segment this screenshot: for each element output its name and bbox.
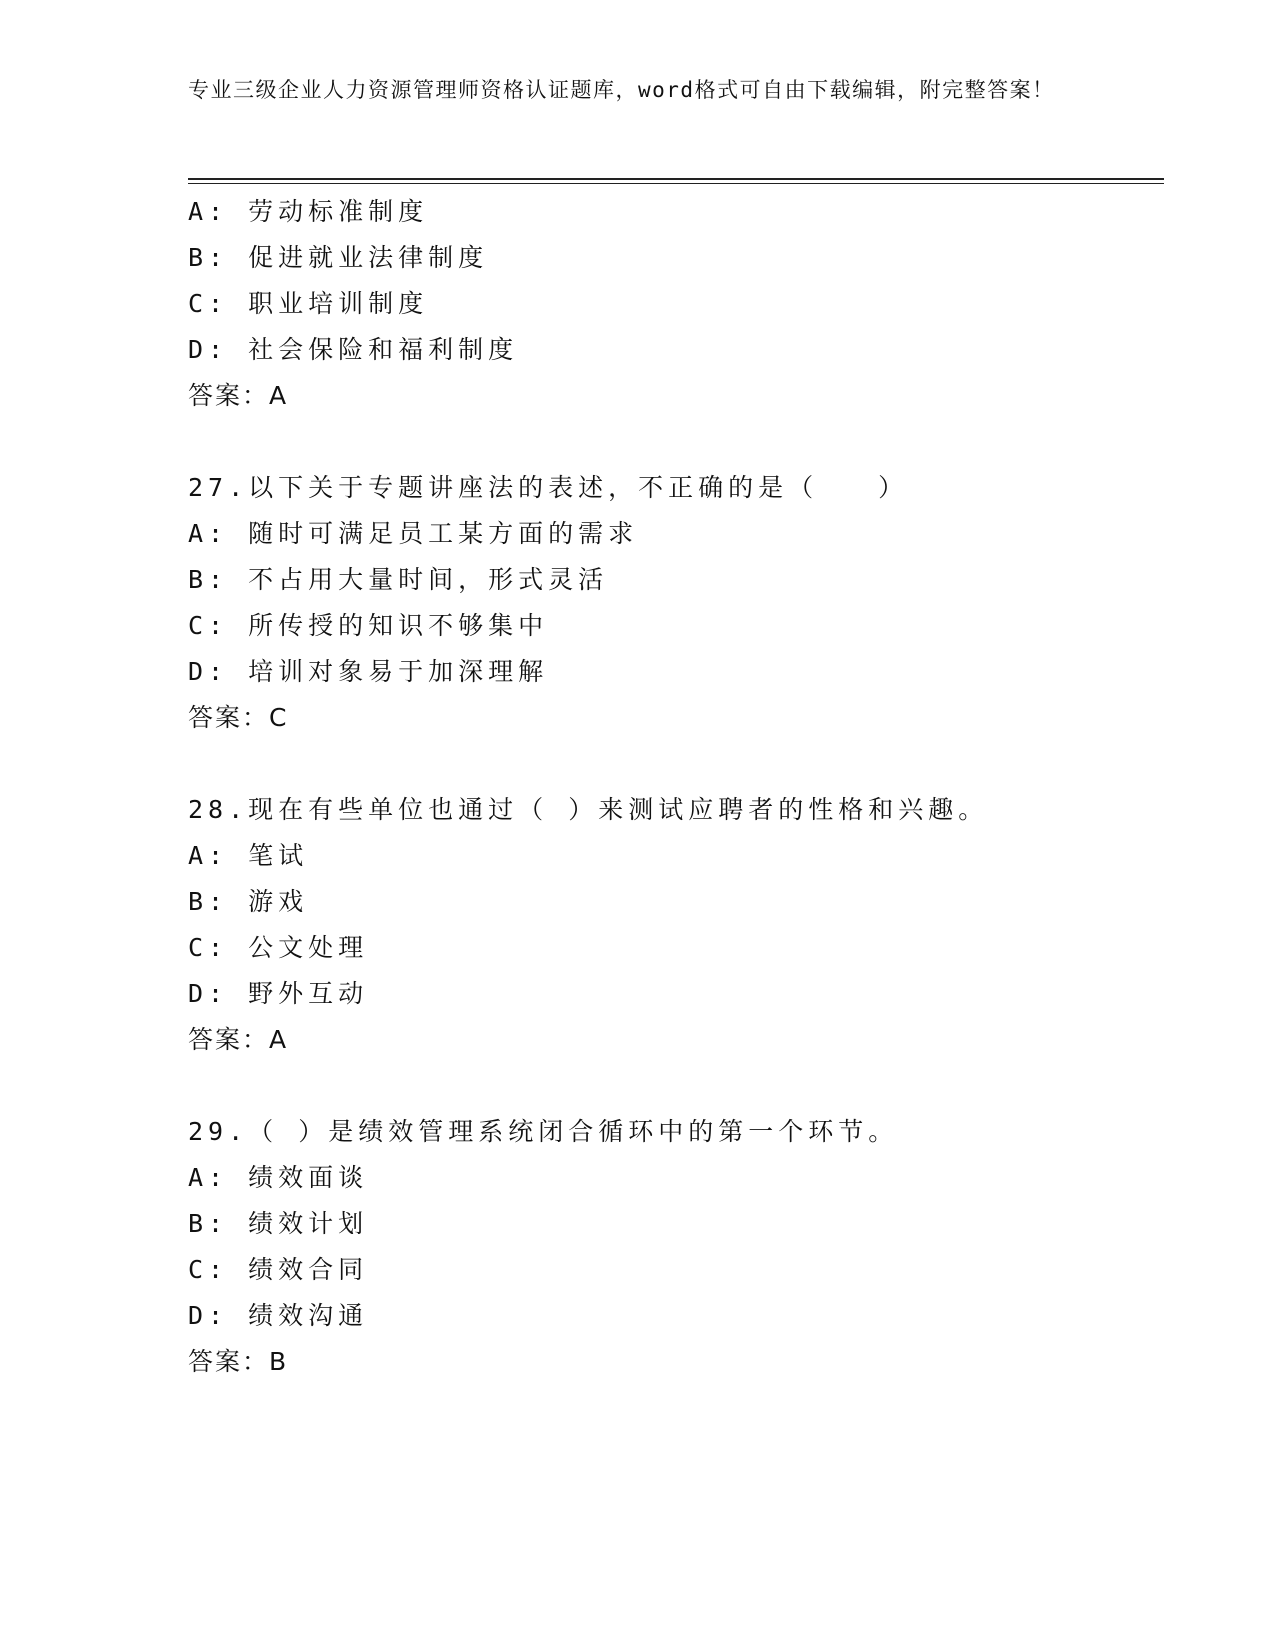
header-divider-thin (188, 183, 1164, 184)
answer-line: 答案：C (188, 703, 289, 732)
option-d: D: 野外互动 (188, 979, 369, 1008)
option-d: D: 社会保险和福利制度 (188, 335, 519, 364)
option-c: C: 绩效合同 (188, 1255, 369, 1284)
question-block-26 (188, 189, 1168, 419)
option-c: C: 职业培训制度 (188, 289, 429, 318)
option-b: B: 游戏 (188, 887, 309, 916)
spacer (188, 741, 1168, 787)
option-a: A: 笔试 (188, 841, 309, 870)
answer-line: 答案：A (188, 381, 289, 410)
document-header: 专业三级企业人力资源管理师资格认证题库，word格式可自由下载编辑，附完整答案！ (188, 78, 1055, 102)
question-stem: 28.现在有些单位也通过（ ）来测试应聘者的性格和兴趣。 (188, 795, 989, 824)
question-block-27 (188, 465, 1168, 741)
option-d: D: 绩效沟通 (188, 1301, 369, 1330)
option-a: A: 随时可满足员工某方面的需求 (188, 519, 639, 548)
option-d: D: 培训对象易于加深理解 (188, 657, 549, 686)
option-b: B: 促进就业法律制度 (188, 243, 489, 272)
question-stem: 29.（ ）是绩效管理系统闭合循环中的第一个环节。 (188, 1117, 899, 1146)
option-a: A: 绩效面谈 (188, 1163, 369, 1192)
spacer (188, 419, 1168, 465)
question-block-29 (188, 1109, 1168, 1385)
option-b: B: 不占用大量时间，形式灵活 (188, 565, 609, 594)
question-stem: 27.以下关于专题讲座法的表述，不正确的是（ ） (188, 473, 909, 502)
option-a: A: 劳动标准制度 (188, 197, 429, 226)
option-b: B: 绩效计划 (188, 1209, 369, 1238)
header-divider-thick (188, 178, 1164, 180)
answer-line: 答案：B (188, 1347, 289, 1376)
question-block-28 (188, 787, 1168, 1063)
option-c: C: 公文处理 (188, 933, 369, 962)
answer-line: 答案：A (188, 1025, 289, 1054)
question-list (188, 189, 1168, 1385)
option-c: C: 所传授的知识不够集中 (188, 611, 549, 640)
spacer (188, 1063, 1168, 1109)
